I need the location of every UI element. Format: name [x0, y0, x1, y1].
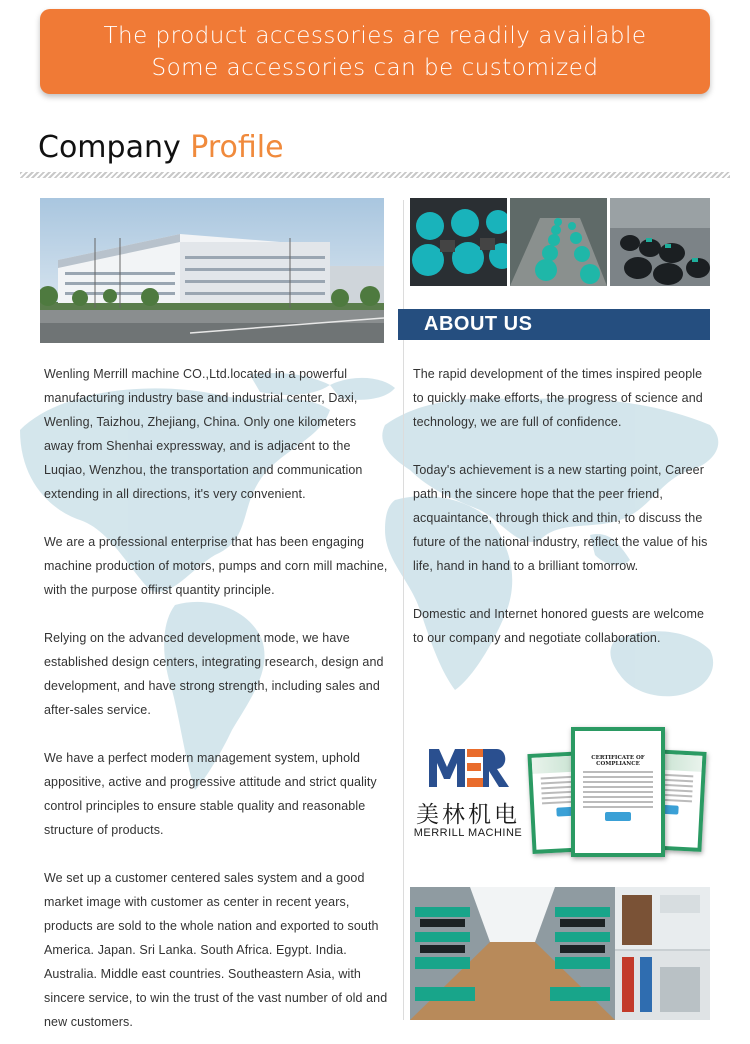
heading-divider	[20, 172, 730, 178]
pump-production-photo-3	[610, 198, 710, 286]
heading-accent: Profile	[190, 130, 284, 165]
pump-production-photo-2	[510, 198, 607, 286]
paragraph: We have a perfect modern management system, uphold appositive, active and progressive attitude and strict quality control principles to ensure stable quality and reasonable structure of products.	[44, 751, 377, 837]
promo-banner	[40, 9, 710, 94]
certificate-main	[571, 727, 665, 857]
pump-production-photo-1	[410, 198, 507, 286]
banner-line-2: Some accessories can be customized	[151, 55, 599, 81]
paragraph: Today's achievement is a new starting point, Career path in the sincere hope that the peer friend, acquaintance, through thick and thin, to discuss the future of the national industry, reflect the value of his life, hand in hand to a brilliant tomorrow.	[413, 463, 708, 573]
paragraph: Wenling Merrill machine CO.,Ltd.located in a powerful manufacturing industry base and industrial center, Daxi, Wenling, Taizhou, Zhejiang, China. Only one kilometers away from Shenhai expressway, and is adjacent to the Luqiao, Wenzhou, the transportation and communication extending in all directions, it's very convenient.	[44, 367, 363, 501]
mer-logo-mark	[425, 745, 511, 789]
logo-english-name: MERRILL MACHINE	[413, 827, 523, 839]
paragraph: The rapid development of the times inspired people to quickly make efforts, the progress of science and technology, we are full of confidence.	[413, 367, 703, 429]
section-heading	[38, 130, 284, 165]
left-text-column	[44, 362, 389, 1044]
about-us-title: ABOUT US	[398, 309, 710, 340]
factory-building-photo	[40, 198, 384, 343]
logo-chinese-name: 美林机电	[416, 802, 520, 828]
paragraph: We set up a customer centered sales system and a good market image with customer as center in recent years, products are sold to the whole nation and exported to south America. Japan. Sri Lanka. South Africa. Egypt. India. Australia. Middle east countries. Southeastern Asia, with sincere service, to win the trust of the vast number of old and new customers.	[44, 871, 388, 1029]
heading-main: Company	[38, 130, 191, 165]
paragraph: Relying on the advanced development mode, we have established design centers, integrating research, design and development, and have strong strength, including sales and after-sales service.	[44, 631, 384, 717]
certificate-title: CERTIFICATE OF COMPLIANCE	[591, 755, 645, 767]
right-text-column	[413, 362, 713, 674]
merrill-logo	[408, 745, 528, 845]
showroom-photo	[410, 887, 710, 1020]
banner-line-1: The product accessories are readily available	[103, 23, 647, 49]
paragraph: We are a professional enterprise that has been engaging machine production of motors, pumps and corn mill machine, with the purpose offirst quantity principle.	[44, 535, 388, 597]
paragraph: Domestic and Internet honored guests are welcome to our company and negotiate collaboration.	[413, 607, 705, 645]
